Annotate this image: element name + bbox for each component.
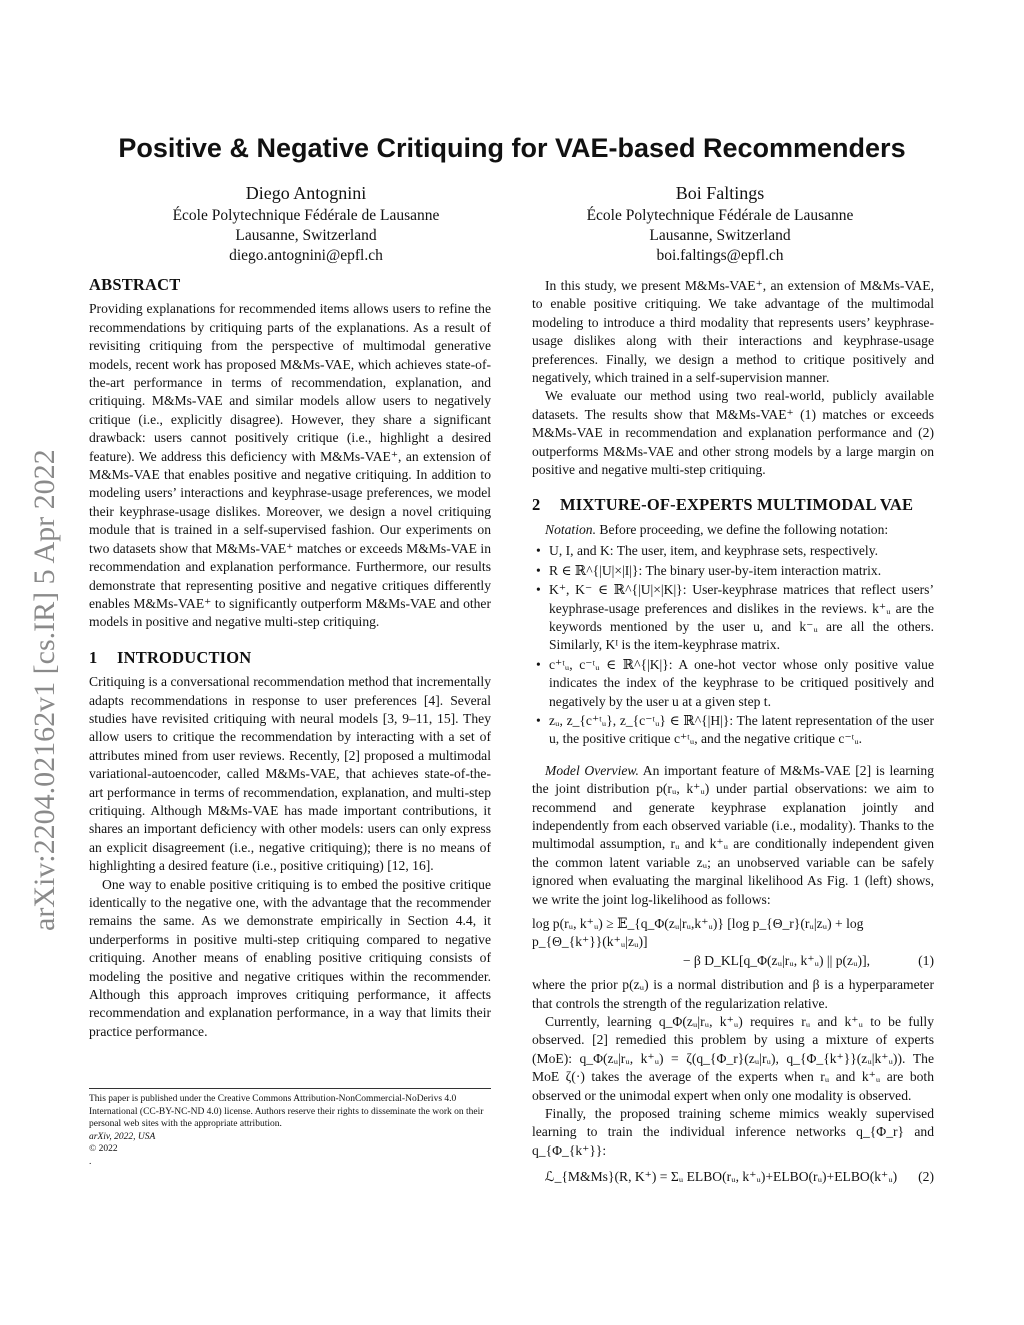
author-block-1 (96, 181, 516, 266)
list-item: • U, I, and K: The user, item, and keyphrase sets, respectively. (549, 542, 934, 560)
abstract-heading: ABSTRACT (89, 275, 181, 294)
right-intro-paragraph-2: We evaluate our method using two real-world, publicly available datasets. The results show that M&Ms-VAE⁺ (1) matches or exceeds M&Ms-VAE in recommendation and explanation performance and (2) outperforms M&Ms-VAE and other strong models by a large margin on positive and negative multi-step critiquing. (532, 388, 934, 478)
list-item: • K⁺, K⁻ ∈ ℝ^{|U|×|K|}: User-keyphrase matrices that reflect users’ keyphrase-usage preferences and dislikes in the reviews. k⁺ᵤ are the keywords mentioned by the user u, and k⁻ᵤ are all the others. Similarly, Kᴵ is the item-keyphrase matrix. (549, 581, 934, 655)
author-email[interactable]: diego.antognini@epfl.ch (229, 247, 383, 264)
notation-label: Notation. (545, 521, 596, 537)
equation-1-line-2: − β D_KL[q_Φ(zᵤ|rᵤ, k⁺ᵤ) || p(zᵤ)], (682, 952, 870, 968)
footnote (89, 1088, 491, 1169)
author-block-2 (510, 181, 930, 266)
author-email[interactable]: boi.faltings@epfl.ch (656, 247, 784, 264)
equation-2-body: ℒ_{M&Ms}(R, K⁺) = Σᵤ ELBO(rᵤ, k⁺ᵤ)+ELBO(rᵤ)+ELBO(k⁺ᵤ) (544, 1169, 898, 1185)
introduction-heading (89, 649, 491, 667)
section-title: MIXTURE-OF-EXPERTS MULTIMODAL VAE (560, 495, 914, 515)
paper-title: Positive & Negative Critiquing for VAE-based Recommenders (118, 133, 906, 163)
equation-1 (532, 915, 934, 970)
right-column (532, 277, 934, 1193)
section-title: INTRODUCTION (117, 647, 252, 667)
author-affiliation: École Polytechnique Fédérale de Lausanne (172, 207, 440, 224)
list-item: • c⁺ᵗᵤ, c⁻ᵗᵤ ∈ ℝ^{|K|}: A one-hot vector whose only positive value indicates the index of the keyphrase to be critiqued positively and negatively by the user u at a given step t. (549, 656, 934, 711)
training-paragraph: Finally, the proposed training scheme mimics weakly supervised learning to train the individual inference networks q_{Φ_r} and q_{Φ_{k⁺}}: (532, 1106, 934, 1158)
author-name: Diego Antognini (245, 183, 367, 203)
abstract-text: Providing explanations for recommended items allows users to refine the recommendations by critiquing parts of the explanations. As a result of revisiting critiquing from the perspective of multimodal generative models, recent work has proposed M&Ms-VAE, which achieves state-of-the-art performance in terms of recommendation, explanation, and critiquing. M&Ms-VAE and similar models allow users to negatively critique (i.e., explicitly disagree). However, they share a significant drawback: users cannot positively critique (i.e., highlight a desired feature). We address this deficiency with M&Ms-VAE⁺, an extension of M&Ms-VAE that enables positive and negative critiquing. In addition to modeling users’ interactions and keyphrase-usage preferences, we model their keyphrase-usage dislikes. Moreover, we design a novel critiquing module that is trained in a self-supervised fashion. Our experiments on two datasets show that M&Ms-VAE⁺ matches or exceeds M&Ms-VAE in recommendation and explanation performance. Furthermore, our results demonstrate that representing positive and negative critiques differently enables M&Ms-VAE⁺ to significantly outperform M&Ms-VAE and other models in positive and negative multi-step critiquing. (89, 301, 491, 630)
after-equation-1: where the prior p(zᵤ) is a normal distribution and β is a hyperparameter that controls the strength of the regularization relative. (532, 977, 934, 1011)
license-note: This paper is published under the Creative Commons Attribution-NonCommercial-NoDerivs 4.0 International (CC-BY-NC-ND 4.0) license. Authors reserve their rights to disseminate the work on their personal web sites with the appropriate attribution. (89, 1094, 484, 1130)
notation-intro: Before proceeding, we define the following notation: (599, 521, 889, 537)
author-name: Boi Faltings (675, 183, 765, 203)
equation-1-line-1: log p(rᵤ, k⁺ᵤ) ≥ 𝔼_{q_Φ(zᵤ|rᵤ,k⁺ᵤ)} [log p_{Θ_r}(rᵤ|zᵤ) + log p_{Θ_{k⁺}}(k⁺ᵤ|zᵤ)] (532, 916, 864, 950)
author-affiliation: École Polytechnique Fédérale de Lausanne (586, 207, 854, 224)
left-column (89, 276, 491, 1041)
overview-text: An important feature of M&Ms-VAE [2] is learning the joint distribution p(rᵤ, k⁺ᵤ) under partial observations: we aim to recommend and generate keyphrase explanation jointly and independently from each observed variable (i.e., modality). Thanks to the multimodal assumption, rᵤ and k⁺ᵤ are conditionally independent given the common latent variable zᵤ; an unobserved variable can be safely ignored when evaluating the marginal likelihood As Fig. 1 (left) shows, we write the joint log-likelihood as follows: (532, 762, 935, 907)
model-overview-paragraph (532, 762, 934, 909)
list-item: • zᵤ, z_{c⁺ᵗᵤ}, z_{c⁻ᵗᵤ} ∈ ℝ^{|H|}: The latent representation of the user u, the positive critique c⁺ᵗᵤ, and the negative critique c⁻ᵗᵤ. (549, 712, 934, 749)
arxiv-identifier-stamp (18, 373, 68, 933)
copyright-note: © 2022 (89, 1144, 118, 1155)
arxiv-id-text: arXiv:2204.02162v1 [cs.IR] 5 Apr 2022 (28, 449, 61, 931)
notation-paragraph (532, 521, 934, 539)
footnote-dot: . (89, 1156, 92, 1167)
equation-2-number: (2) (918, 1169, 934, 1185)
moe-paragraph: Currently, learning q_Φ(zᵤ|rᵤ, k⁺ᵤ) requires rᵤ and k⁺ᵤ to be fully observed. [2] remedied this problem by using a mixture of experts (MoE): q_Φ(zᵤ|rᵤ, k⁺ᵤ) = ζ(q_{Φ_r}(zᵤ|rᵤ), q_{Φ_{k⁺}}(zᵤ|k⁺ᵤ)). The MoE ζ(·) takes the average of the experts when rᵤ and k⁺ᵤ are both observed or the unimodal expert when only one modality is observed. (532, 1014, 934, 1103)
equation-2 (532, 1168, 934, 1186)
author-location: Lausanne, Switzerland (649, 227, 791, 244)
list-item: • R ∈ ℝ^{|U|×|I|}: The binary user-by-item interaction matrix. (549, 562, 934, 580)
intro-paragraph-1: Critiquing is a conversational recommendation method that incrementally adapts recommendations in response to user preferences [4]. Several studies have revisited critiquing with neural models [3, 9–11, 15]. They allow users to critique the recommendation by interacting with a set of attributes mined from user reviews. Recently, [2] proposed a multimodal variational-autoencoder, called M&Ms-VAE, that achieves state-of-the-art performance in terms of recommendation, explanation, and multi-step critiquing. Although M&Ms-VAE has made important contributions, it shares an important deficiency with other models: users can only express an explicit disagreement (i.e., negative critiquing); there is no means of highlighting a desired feature (i.e., positive critiquing) [12, 16]. (89, 674, 491, 874)
section2-heading (532, 496, 934, 514)
right-intro-paragraph-1: In this study, we present M&Ms-VAE⁺, an extension of M&Ms-VAE, to enable positive critiquing. We take advantage of the multimodal modeling to introduce a third modality that represents users’ keyphrase-usage dislikes along with their interactions and keyphrase-usage preferences. Finally, we design a method to critique positively and negatively, which trained in a self-supervision manner. (532, 278, 934, 386)
equation-1-number: (1) (918, 952, 934, 968)
notation-list (532, 542, 934, 748)
footnote-divider (89, 1088, 491, 1089)
overview-label: Model Overview. (545, 762, 639, 778)
intro-paragraph-2: One way to enable positive critiquing is to embed the positive critique identically to the negative one, with the advantage that the recommender remains the same. As we demonstrate empirically in Section 4.4, it underperforms in positive multi-step critiquing compared to negative critiquing. Another means of enabling positive critiquing consists of modeling the positive and negative critiques within the recommender. Although this approach improves critiquing performance, it affects recommendation and explanation performance, in a way that limits their practice performance. (89, 876, 491, 1039)
section-number: 2 (532, 495, 541, 515)
author-location: Lausanne, Switzerland (235, 227, 377, 244)
venue-note: arXiv, 2022, USA (89, 1131, 156, 1142)
section-number: 1 (89, 647, 98, 667)
